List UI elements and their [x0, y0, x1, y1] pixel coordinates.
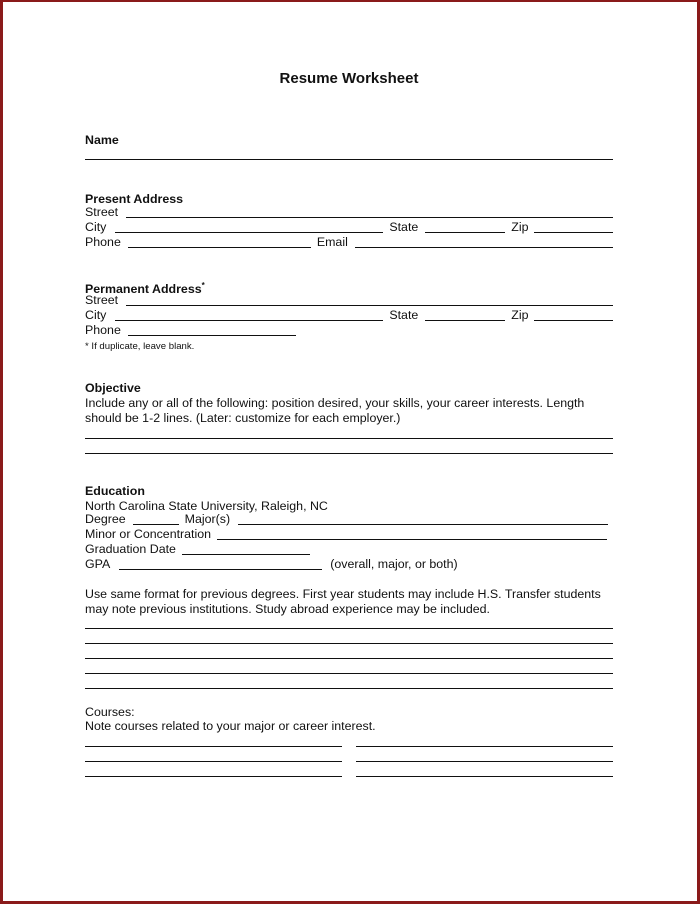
- present-phone-field[interactable]: [128, 236, 311, 248]
- gpa-note: (overall, major, or both): [330, 557, 458, 572]
- minor-field[interactable]: [217, 528, 607, 540]
- previous-degrees-line1: Use same format for previous degrees. First year students may include H.S. Transfer students: [85, 587, 601, 601]
- course-line-left-2[interactable]: [85, 761, 342, 762]
- resume-worksheet-page: [85, 0, 613, 900]
- permanent-state-field[interactable]: [425, 309, 505, 321]
- gpa-field[interactable]: [119, 558, 322, 570]
- course-line-right-1[interactable]: [356, 746, 613, 747]
- present-city-row: [85, 220, 613, 235]
- education-line-1[interactable]: [85, 628, 613, 629]
- permanent-phone-label: Phone: [85, 323, 121, 338]
- permanent-zip-field[interactable]: [534, 309, 614, 321]
- permanent-city-label: City: [85, 308, 107, 323]
- present-street-field[interactable]: [126, 206, 613, 218]
- present-email-label: Email: [316, 235, 348, 250]
- school-name: North Carolina State University, Raleigh, NC: [85, 499, 328, 513]
- present-address-heading: Present Address: [85, 192, 184, 206]
- grad-date-field[interactable]: [182, 543, 310, 555]
- course-line-left-3[interactable]: [85, 776, 342, 777]
- degree-label: Degree: [85, 512, 126, 527]
- education-line-2[interactable]: [85, 643, 613, 644]
- education-line-5[interactable]: [85, 688, 613, 689]
- permanent-city-row: [85, 308, 613, 323]
- education-heading: Education: [85, 484, 145, 498]
- gpa-label: GPA: [85, 557, 111, 572]
- permanent-state-label: State: [389, 308, 419, 323]
- present-email-field[interactable]: [355, 236, 613, 248]
- courses-note: Note courses related to your major or career interest.: [85, 719, 376, 733]
- courses-heading: Courses:: [85, 705, 135, 719]
- permanent-phone-field[interactable]: [128, 324, 296, 336]
- name-label: Name: [85, 133, 119, 147]
- degree-row: [85, 512, 613, 527]
- majors-label: Major(s): [184, 512, 231, 527]
- gpa-row: [85, 557, 613, 572]
- present-street-row: [85, 205, 613, 220]
- permanent-street-field[interactable]: [126, 294, 613, 306]
- course-line-right-3[interactable]: [356, 776, 613, 777]
- objective-text-line2: should be 1-2 lines. (Later: customize for each employer.): [85, 411, 401, 425]
- permanent-city-field[interactable]: [115, 309, 383, 321]
- present-zip-label: Zip: [511, 220, 529, 235]
- grad-date-label: Graduation Date: [85, 542, 176, 557]
- duplicate-note: * If duplicate, leave blank.: [85, 341, 195, 352]
- present-state-label: State: [389, 220, 419, 235]
- education-line-3[interactable]: [85, 658, 613, 659]
- objective-text-line1: Include any or all of the following: position desired, your skills, your career interests. Length: [85, 396, 585, 410]
- course-line-right-2[interactable]: [356, 761, 613, 762]
- objective-line-1[interactable]: [85, 438, 613, 439]
- permanent-zip-label: Zip: [511, 308, 529, 323]
- permanent-address-heading-text: Permanent Address: [85, 282, 202, 297]
- degree-field[interactable]: [133, 513, 179, 525]
- present-city-field[interactable]: [115, 221, 383, 233]
- previous-degrees-line2: may note previous institutions. Study abroad experience may be included.: [85, 602, 490, 616]
- minor-row: [85, 527, 613, 542]
- permanent-street-label: Street: [85, 293, 119, 308]
- page-title: Resume Worksheet: [279, 70, 419, 87]
- present-phone-row: [85, 235, 613, 250]
- name-field[interactable]: [85, 159, 613, 160]
- permanent-address-asterisk: *: [201, 281, 205, 290]
- present-city-label: City: [85, 220, 107, 235]
- permanent-street-row: [85, 293, 613, 308]
- objective-heading: Objective: [85, 381, 141, 395]
- permanent-phone-row: [85, 323, 613, 338]
- present-phone-label: Phone: [85, 235, 121, 250]
- minor-label: Minor or Concentration: [85, 527, 212, 542]
- objective-line-2[interactable]: [85, 453, 613, 454]
- present-zip-field[interactable]: [534, 221, 614, 233]
- present-state-field[interactable]: [425, 221, 505, 233]
- course-line-left-1[interactable]: [85, 746, 342, 747]
- grad-date-row: [85, 542, 613, 557]
- education-line-4[interactable]: [85, 673, 613, 674]
- present-street-label: Street: [85, 205, 119, 220]
- majors-field[interactable]: [238, 513, 608, 525]
